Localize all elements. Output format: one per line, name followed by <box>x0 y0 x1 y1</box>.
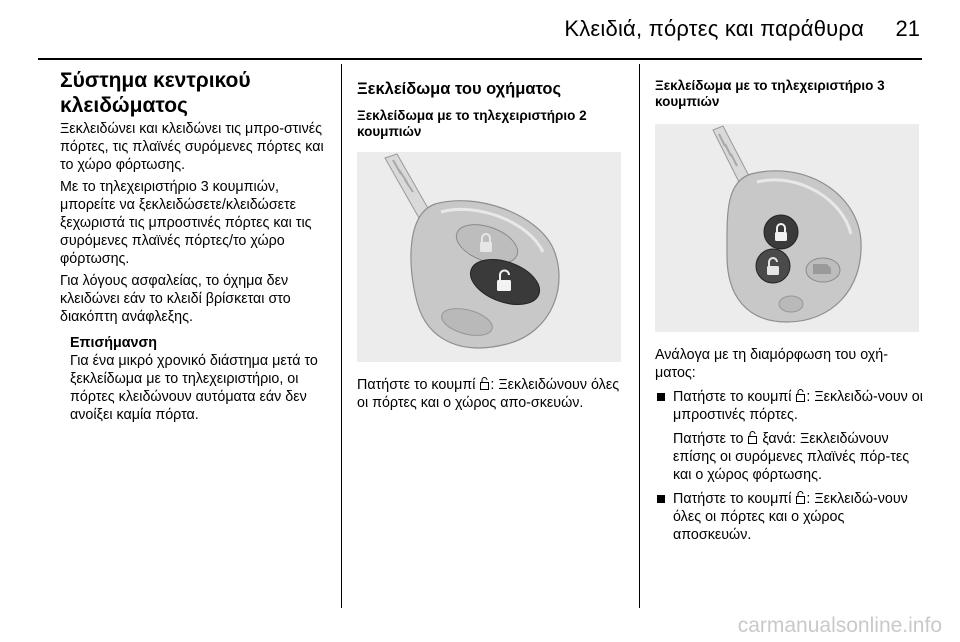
paragraph: Ξεκλειδώνει και κλειδώνει τις μπρο-στινές πόρτες, τις πλαϊνές συρόμενες πόρτες και το χώρο φόρτωσης. <box>60 121 324 173</box>
sub-heading: Ξεκλείδωμα με το τηλεχειριστήριο 2 κουμπιών <box>357 108 587 139</box>
cargo-button <box>806 258 840 282</box>
column-divider <box>341 64 342 608</box>
key-fob-3-figure <box>655 124 919 332</box>
paragraph: Για λόγους ασφαλείας, το όχημα δεν κλειδώνει εάν το κλειδί βρίσκεται στο διακόπτη ανάφλεξης. <box>60 273 291 325</box>
watermark: carmanualsonline.info <box>737 614 942 637</box>
unlock-icon <box>796 389 805 402</box>
key-fob-3-illustration <box>655 124 919 332</box>
unlock-button <box>756 249 790 283</box>
unlock-icon <box>480 377 489 390</box>
column-3 <box>655 66 925 548</box>
key-blade-icon <box>385 154 429 218</box>
column-divider <box>639 64 640 608</box>
column-1 <box>60 66 328 424</box>
paragraph: Με το τηλεχειριστήριο 3 κουμπιών, μπορείτε να ξεκλειδώσετε/κλειδώσετε ξεχωριστά τις μπροστινές πόρτες και τις συρόμενες πλαϊνές πόρτες/το χώρο φόρτωσης. <box>60 179 312 267</box>
key-fob-2-figure <box>357 152 621 362</box>
list-item: Πατήστε το κουμπί : Ξεκλειδώ-νουν όλες οι πόρτες και ο χώρος αποσκευών. <box>655 490 925 544</box>
paragraph: Πατήστε το κουμπί : Ξεκλειδώνουν όλες οι πόρτες και ο χώρος απο-σκευών. <box>357 377 620 411</box>
key-fob-2-illustration <box>357 152 621 362</box>
section-heading: Σύστημα κεντρικού κλειδώματος <box>60 69 251 117</box>
page-number: 21 <box>895 16 920 41</box>
header-rule <box>38 58 922 60</box>
list-item-sub: Πατήστε το ξανά: Ξεκλειδώνουν επίσης οι συρόμενες πλαϊνές πόρ-τες και ο χώρος φόρτωσης. <box>673 431 910 483</box>
sub-heading: Ξεκλείδωμα με το τηλεχειριστήριο 3 κουμπιών <box>655 78 885 109</box>
section-heading: Ξεκλείδωμα του οχήματος <box>357 80 562 98</box>
lock-button <box>764 215 798 249</box>
unlock-icon <box>796 491 805 504</box>
column-2 <box>357 66 623 416</box>
header-title: Κλειδιά, πόρτες και παράθυρα <box>564 16 864 41</box>
paragraph: Ανάλογα με τη διαμόρφωση του οχή-ματος: <box>655 347 888 381</box>
note-body: Για ένα μικρό χρονικό διάστημα μετά το ξεκλείδωμα με το τηλεχειριστήριο, οι πόρτες κλειδώνουν αυτόματα εάν δεν ανοίξει καμία πόρτα. <box>70 353 318 423</box>
unlock-icon <box>748 431 757 444</box>
note-title: Επισήμανση <box>70 335 157 351</box>
note-block <box>70 334 328 424</box>
list-item: Πατήστε το κουμπί : Ξεκλειδώ-νουν οι μπροστινές πόρτες. <box>655 388 925 424</box>
page-header <box>0 0 960 60</box>
